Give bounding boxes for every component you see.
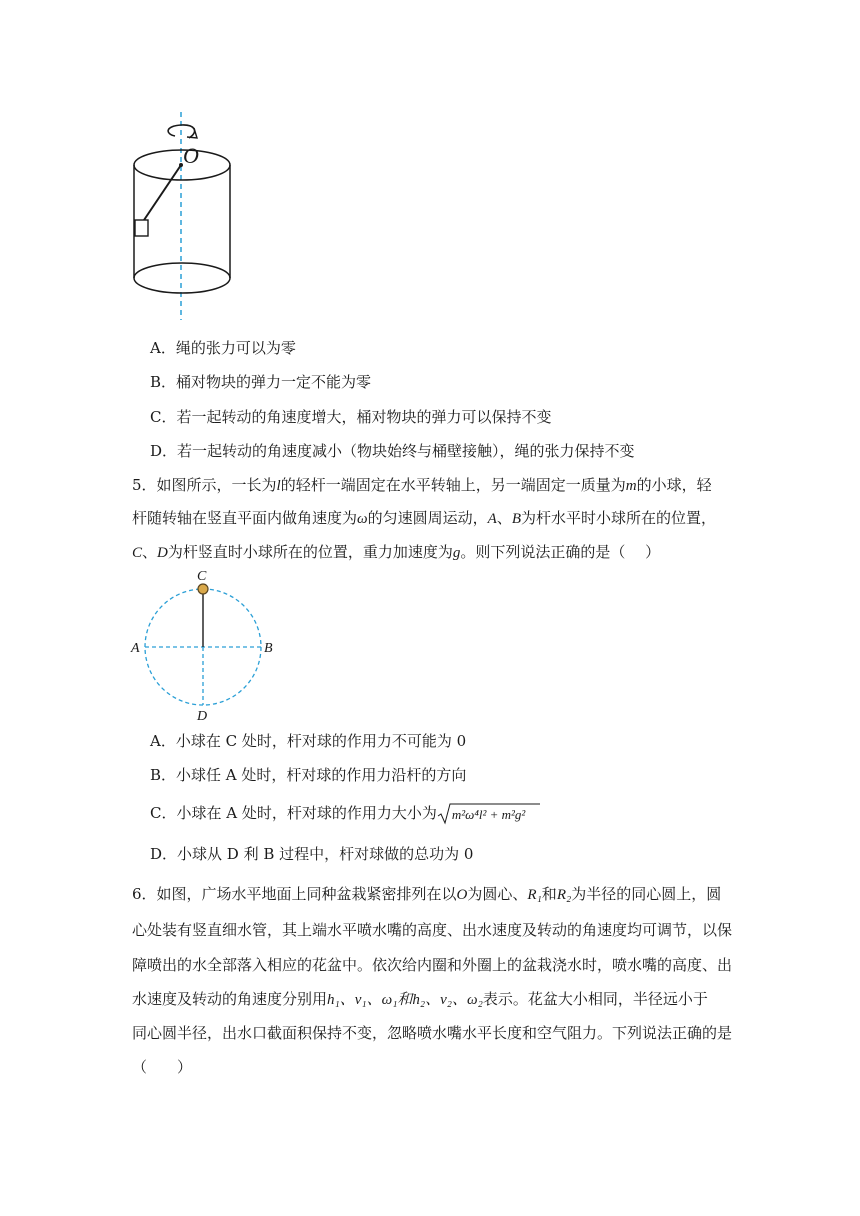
var-C: C [132,545,143,561]
var-m: m [625,478,637,494]
var-D: D [157,545,168,561]
q6-stem-line-2: 心处装有竖直细水管，其上端水平喷水嘴的高度、出水速度及转动的角速度均可调节，以保 [132,921,733,939]
q6-text: 和 [541,885,557,903]
q6-text: 为圆心、 [467,885,528,903]
circle-figure [128,566,280,724]
sqrt-formula [437,802,541,826]
q6-stem-line-1 [132,883,721,906]
q4-option-c[interactable]: C．若一起转动的角速度增大，桶对物块的弹力可以保持不变 [150,408,552,426]
var-B: B [511,511,521,527]
q5-option-b[interactable]: B．小球任 A 处时，杆对球的作用力沿杆的方向 [150,766,467,784]
var-O: O [456,887,468,903]
q5-stem-line-2 [132,507,716,530]
q5-option-a[interactable]: A．小球在 C 处时，杆对球的作用力不可能为 0 [150,732,467,750]
label-B: B [264,641,273,656]
q6-text: 表示。花盆大小相同，半径远小于 [482,990,708,1008]
q6-stem-line-3: 障喷出的水全部落入相应的花盆中。依次给内圈和外圈上的盆栽浇水时，喷水嘴的高度、出 [132,956,733,974]
label-D: D [197,709,208,724]
q5-text: 的匀速圆周运动， [367,509,488,527]
label-O: O [183,143,199,168]
label-C: C [197,569,207,584]
q6-stem-line-5: 同心圆半径，出水口截面积保持不变，忽略喷水嘴水平长度和空气阻力。下列说法正确的是 [132,1024,733,1042]
q5-text: 杆随转轴在竖直平面内做角速度为 [132,509,358,527]
q5-text: 。则下列说法正确的是（ ） [460,543,661,561]
block [135,220,148,236]
cylinder-bottom [134,263,230,293]
q5-text: 5．如图所示，一长为 [132,476,277,494]
q5-stem-line-1 [132,474,712,497]
sqrt-formula-body: m²ω⁴l² + m²g² [451,807,526,822]
q5-text: 为杆竖直时小球所在的位置，重力加速度为 [167,543,453,561]
q5-option-d[interactable]: D．小球从 D 利 B 过程中，杆对球做的总功为 0 [150,845,474,863]
q5-text: 、 [142,543,158,561]
ball [198,584,208,594]
var-R2: R₂ [556,887,572,903]
q4-option-a[interactable]: A．绳的张力可以为零 [150,339,296,357]
q4-option-b[interactable]: B．桶对物块的弹力一定不能为零 [150,373,372,391]
cylinder-figure [125,110,245,322]
q6-text: 为半径的同心圆上，圆 [571,885,722,903]
q5-text: 的轻杆一端固定在水平转轴上，另一端固定一质量为 [280,476,626,494]
q6-stem-line-4 [132,988,708,1011]
q5-option-c-text: C．小球在 A 处时，杆对球的作用力大小为 [150,804,437,822]
label-A: A [131,641,140,656]
q5-text: 为杆水平时小球所在的位置， [520,509,716,527]
q4-option-d[interactable]: D．若一起转动的角速度减小（物块始终与桶壁接触），绳的张力保持不变 [150,442,635,460]
q5-stem-line-3 [132,541,660,564]
q5-text: 、 [496,509,512,527]
var-A: A [487,511,497,527]
q5-option-c[interactable] [150,802,541,826]
rope [144,165,181,220]
var-R1: R₁ [527,887,542,903]
q6-text: 水速度及转动的角速度分别用 [132,990,328,1008]
var-g: g [452,545,461,561]
q6-text: 6．如图，广场水平地面上同种盆栽紧密排列在以 [132,885,457,903]
q6-variables: h₁、v₁、ω₁和h₂、v₂、ω₂ [327,992,483,1008]
var-l: l [276,478,281,494]
q5-text: 的小球，轻 [636,476,712,494]
var-omega: ω [357,511,368,527]
q6-stem-line-6[interactable]: （ ） [132,1058,193,1076]
